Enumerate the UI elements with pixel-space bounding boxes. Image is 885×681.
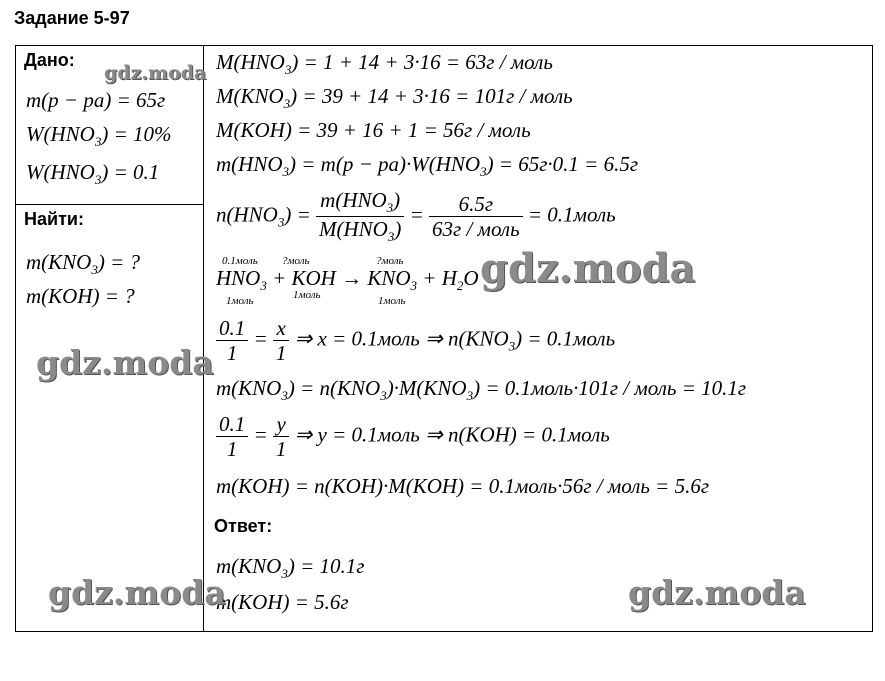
ratio-y: $\frac{0.1}{1}$ = $\frac{y}{1}$ ⇒ y = 0.1моль ⇒ n(KOH) = 0.1моль bbox=[216, 412, 610, 461]
watermark: gdz.moda bbox=[480, 245, 696, 292]
mass-hno3: $m(HNO_3) = m(p - pa)\cdot W(HNO_3) = 65г\cdot 0.1 = 6.5г$ bbox=[216, 152, 639, 179]
watermark: gdz.moda bbox=[36, 343, 214, 382]
watermark: gdz.moda bbox=[48, 573, 226, 612]
reaction-above: ?моль bbox=[282, 255, 310, 267]
reaction-below: 1моль bbox=[226, 295, 254, 307]
given-line: $W(HNO_3) = 10\%$ bbox=[26, 122, 172, 149]
reaction-below: 1моль bbox=[293, 289, 321, 301]
molar-mass-hno3: $M(HNO_3) = 1 + 14 + 3\cdot 16 = 63г$ / моль bbox=[216, 50, 553, 77]
answer-heading: Ответ: bbox=[214, 516, 273, 536]
given-line: $W(HNO_3) = 0.1$ bbox=[26, 160, 160, 187]
watermark: gdz.moda bbox=[104, 62, 207, 84]
watermark: gdz.moda bbox=[628, 573, 806, 612]
column-divider bbox=[16, 204, 204, 205]
mass-kno3: $m(KNO_3) = n(KNO_3)\cdot M(KNO_3)$ = 0.1моль·101г / моль = 10.1г bbox=[216, 376, 747, 403]
reaction-above: 0.1моль bbox=[222, 255, 258, 267]
fraction: $\frac{m(HNO_3)}{M(HNO_3)}$ bbox=[316, 188, 404, 245]
reaction-below: 1моль bbox=[378, 295, 406, 307]
molar-mass-koh: M(KOH) = 39 + 16 + 1 = 56г / моль bbox=[216, 118, 531, 142]
given-line: m(p − pa) = 65г bbox=[26, 88, 166, 112]
task-title: Задание 5-97 bbox=[14, 8, 130, 28]
given-heading: Дано: bbox=[24, 50, 75, 70]
find-line: m(KOH) = ? bbox=[26, 284, 135, 308]
molar-mass-kno3: $M(KNO_3) = 39 + 14 + 3\cdot 16 = 101г$ / моль bbox=[216, 84, 573, 111]
answer-line: m(KOH) = 5.6г bbox=[216, 590, 349, 614]
reaction-equation: $HNO_3$ + KOH → $KNO_3 + H_2O$ bbox=[216, 266, 479, 293]
fraction: $\frac{6.5г}{\text{63г / моль}}$ bbox=[429, 192, 523, 241]
find-line: $m(KNO_3)$ = ? bbox=[26, 250, 141, 277]
reaction-above: ?моль bbox=[376, 255, 404, 267]
find-heading: Найти: bbox=[24, 209, 84, 229]
mass-koh: m(KOH) = n(KOH)·M(KOH) = 0.1моль·56г / моль = 5.6г bbox=[216, 474, 710, 498]
ratio-x: $\frac{0.1}{1}$ = $\frac{x}{1}$ ⇒ x = 0.1моль ⇒ $n(KNO_3)$ = 0.1моль bbox=[216, 316, 615, 365]
answer-line: $m(KNO_3) = 10.1г$ bbox=[216, 554, 365, 581]
solution-table bbox=[15, 45, 873, 632]
moles-hno3: $n(HNO_3)$ = $\frac{m(HNO_3)}{M(HNO_3)}$ = $\frac{6.5г}{\text{63г / моль}}$ = 0.1моль bbox=[216, 188, 616, 244]
